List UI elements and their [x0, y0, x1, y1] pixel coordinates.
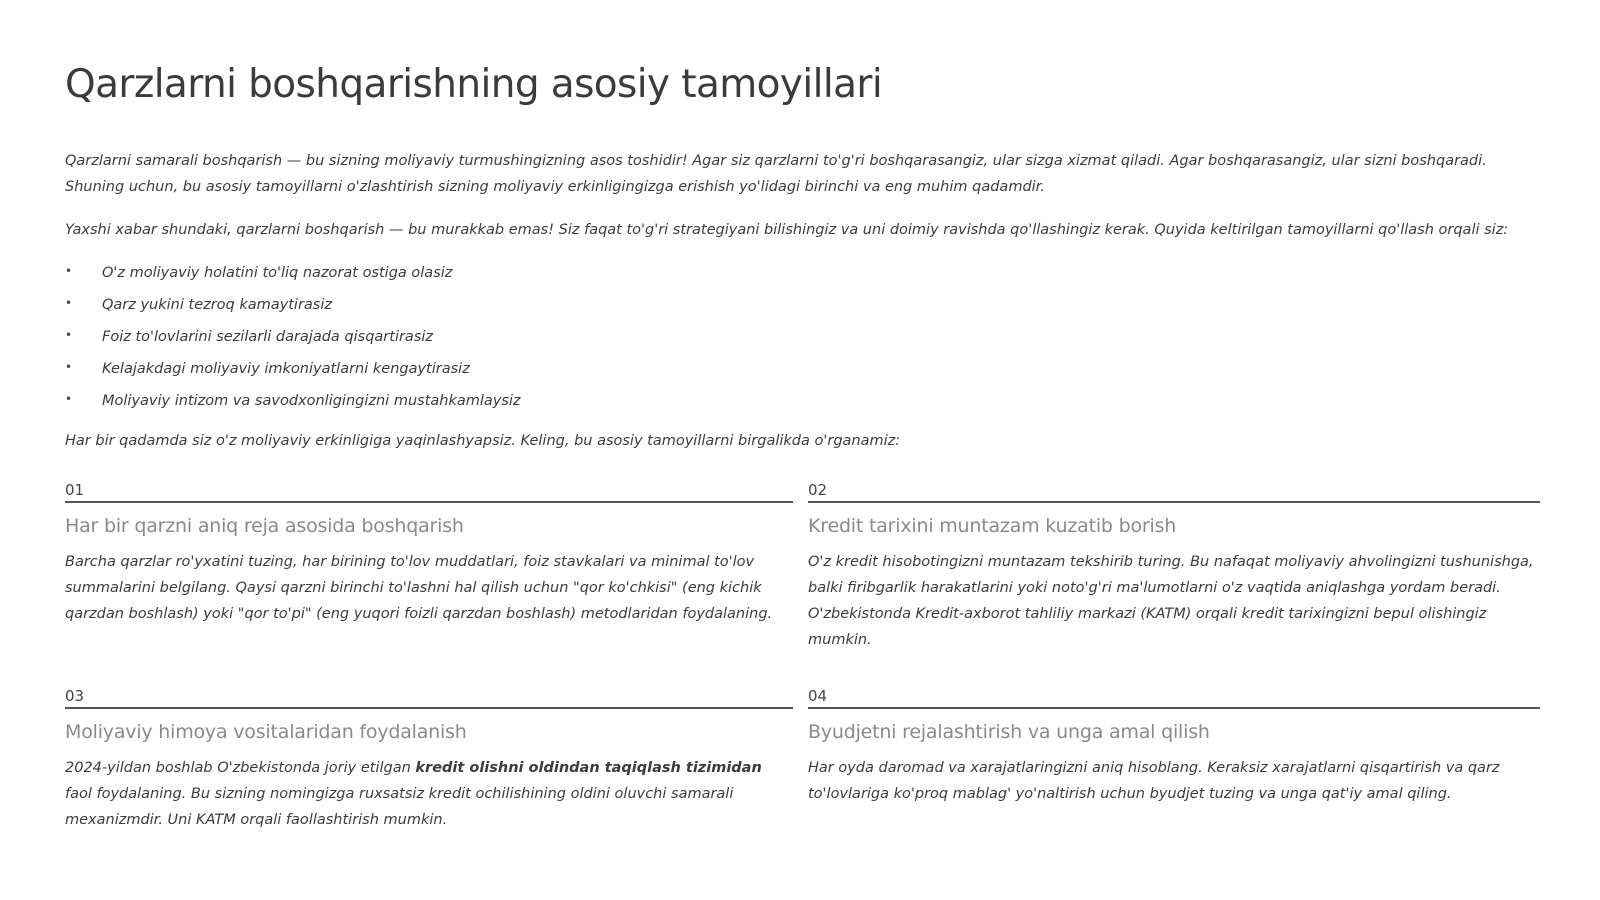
list-item — [65, 357, 521, 389]
card-number: 04 — [808, 687, 1540, 709]
list-item-text: Foiz to'lovlarini sezilarli darajada qisqartirasiz — [102, 329, 434, 345]
intro-paragraph: Qarzlarni samarali boshqarish — bu sizning moliyaviy turmushingizning asos toshidir! Agar siz qarzlarni to'g'ri boshqarasangiz, ular sizga xizmat qiladi. Agar boshqarasangiz, ular sizni boshqaradi. Shuning uchun, bu asosiy tamoyillarni o'zlashtirish sizning moliyaviy erkinligingizga erishish yo'lidagi birinchi va eng muhim qadamdir. — [65, 153, 1487, 195]
card-title: Byudjetni rejalashtirish va unga amal qilish — [808, 721, 1210, 743]
list-item — [65, 389, 521, 421]
card-number: 02 — [808, 481, 1540, 503]
list-item — [65, 325, 521, 357]
card-title: Moliyaviy himoya vositalaridan foydalanish — [65, 721, 467, 743]
bullet-icon: • — [65, 264, 73, 278]
principle-card-04 — [808, 687, 1540, 807]
card-title: Kredit tarixini muntazam kuzatib borish — [808, 515, 1177, 537]
transition-paragraph: Har bir qadamda siz o'z moliyaviy erkinligiga yaqinlashyapsiz. Keling, bu asosiy tamoyillarni birgalikda o'rganamiz: — [65, 433, 901, 449]
card-number: 03 — [65, 687, 793, 709]
card-body-text: 2024-yildan boshlab O'zbekistonda joriy etilgan — [65, 760, 416, 776]
list-item-text: Moliyaviy intizom va savodxonligingizni mustahkamlaysiz — [102, 393, 521, 409]
card-body: Barcha qarzlar ro'yxatini tuzing, har birining to'lov muddatlari, foiz stavkalari va minimal to'lov summalarini belgilang. Qaysi qarzni birinchi to'lashni hal qilish uchun "qor ko'chkisi" (eng kichik qarzdan boshlash) yoki "qor to'pi" (eng yuqori foizli qarzdan boshlash) metodlaridan foydalaning. — [65, 554, 773, 622]
bullet-icon: • — [65, 328, 73, 342]
card-body-emphasis: kredit olishni oldindan taqiqlash tizimidan — [415, 760, 762, 776]
card-body-text: faol foydalaning. Bu sizning nomingizga ruxsatsiz kredit ochilishining oldini oluvchi samarali mexanizmdir. Uni KATM orqali faollashtirish mumkin. — [65, 786, 734, 828]
page-title: Qarzlarni boshqarishning asosiy tamoyillari — [65, 62, 883, 107]
principle-card-01 — [65, 481, 793, 627]
list-item — [65, 293, 521, 325]
card-body: O'z kredit hisobotingizni muntazam tekshirib turing. Bu nafaqat moliyaviy ahvolingizni tushunishga, balki firibgarlik harakatlarini yoki noto'g'ri ma'lumotlarni o'z vaqtida aniqlashga yordam beradi. O'zbekistonda Kredit-axborot tahliliy markazi (KATM) orqali kredit tarixingizni bepul olishingiz mumkin. — [808, 554, 1534, 648]
bullet-icon: • — [65, 360, 73, 374]
card-body: Har oyda daromad va xarajatlaringizni aniq hisoblang. Keraksiz xarajatlarni qisqartirish va qarz to'lovlariga ko'proq mablag' yo'naltirish uchun byudjet tuzing va unga qat'iy amal qiling. — [808, 760, 1500, 802]
principle-card-03 — [65, 687, 793, 833]
list-item — [65, 261, 521, 293]
benefits-intro-paragraph: Yaxshi xabar shundaki, qarzlarni boshqarish — bu murakkab emas! Siz faqat to'g'ri strategiyani bilishingiz va uni doimiy ravishda qo'llashingiz kerak. Quyida keltirilgan tamoyillarni qo'llash orqali siz: — [65, 222, 1509, 238]
card-title: Har bir qarzni aniq reja asosida boshqarish — [65, 515, 464, 537]
list-item-text: O'z moliyaviy holatini to'liq nazorat ostiga olasiz — [102, 265, 453, 281]
bullet-icon: • — [65, 392, 73, 406]
principle-card-02 — [808, 481, 1540, 653]
card-body — [65, 755, 793, 833]
list-item-text: Qarz yukini tezroq kamaytirasiz — [102, 297, 332, 313]
list-item-text: Kelajakdagi moliyaviy imkoniyatlarni kengaytirasiz — [102, 361, 470, 377]
benefits-list — [65, 261, 521, 421]
card-number: 01 — [65, 481, 793, 503]
bullet-icon: • — [65, 296, 73, 310]
